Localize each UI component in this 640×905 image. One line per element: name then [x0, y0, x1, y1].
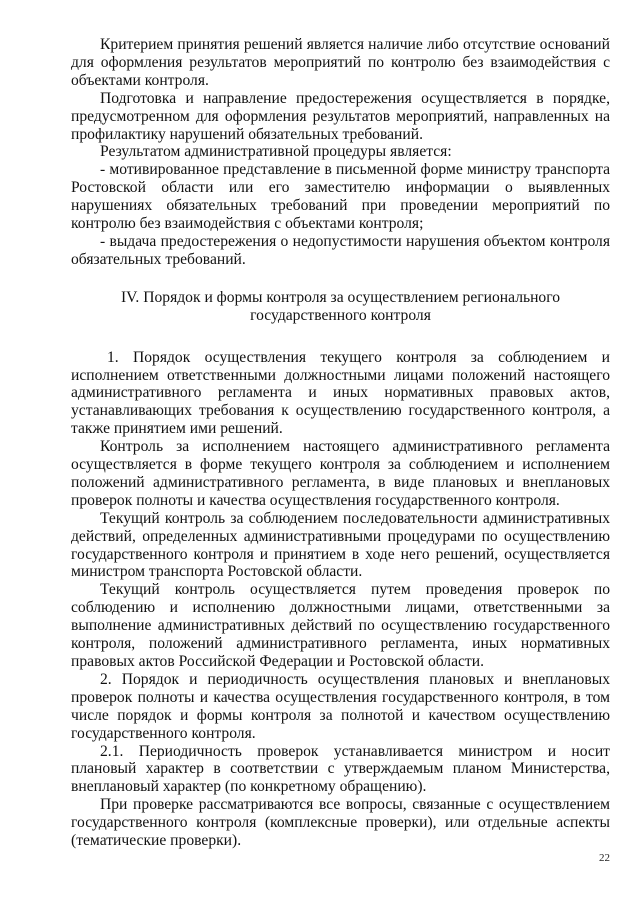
paragraph-inspection-frequency: 2.1. Периодичность проверок устанавливается министром и носит плановый характер в соответствии с утверждаемым планом Министерства, внеплановый характер (по конкретному обращению). — [71, 742, 610, 796]
paragraph-current-control-order: 1. Порядок осуществления текущего контроля за соблюдением и исполнением ответственными должностными лицами положений настоящего административного регламента и иных нормативных правовых актов, устанавливающих требования к осуществлению государственного контроля, а также принятием ими решений. — [71, 348, 610, 438]
paragraph-warning-preparation: Подготовка и направление предостережения осуществляется в порядке, предусмотренном для оформления результатов мероприятий, направленных на профилактику нарушений обязательных требований. — [71, 89, 610, 143]
paragraph-inspection-order: 2. Порядок и периодичность осуществления плановых и внеплановых проверок полноты и качества осуществления государственного контроля, в том числе порядок и формы контроля за полнотой и качеством осуществлению государственного контроля. — [71, 670, 610, 742]
paragraph-result-item-warning: - выдача предостережения о недопустимости нарушения объектом контроля обязательных требований. — [71, 232, 610, 268]
page-number: 22 — [599, 852, 610, 864]
paragraph-control-form: Контроль за исполнением настоящего административного регламента осуществляется в форме текущего контроля за соблюдением и исполнением положений административного регламента, в виде плановых и внеплановых проверок полноты и качества осуществления государственного контроля. — [71, 438, 610, 509]
paragraph-result-item-submission: - мотивированное представление в письменной форме министру транспорта Ростовской области или его заместителю информации о выявленных нарушениях обязательных требований при проведении мероприятий по контролю без взаимодействия с объектами контроля; — [71, 161, 610, 233]
document-page — [71, 36, 610, 850]
paragraph-inspection-scope: При проверке рассматриваются все вопросы, связанные с осуществлением государственного контроля (комплексные проверки), или отдельные аспекты (тематические проверки). — [71, 796, 610, 850]
section-heading: IV. Порядок и формы контроля за осуществлением регионального государственного контроля — [120, 288, 561, 324]
paragraph-procedure-result: Результатом административной процедуры является: — [100, 143, 452, 161]
paragraph-decision-criterion: Критерием принятия решений является наличие либо отсутствие оснований для оформления результатов мероприятий по контролю без взаимодействия с объектами контроля. — [71, 36, 610, 89]
paragraph-current-control-method: Текущий контроль осуществляется путем проведения проверок по соблюдению и исполнению должностными лицами, ответственными за выполнение административных действий по осуществлению государственного контроля, положений административного регламента, иных нормативных правовых актов Российской Федерации и Ростовской области. — [71, 581, 610, 670]
paragraph-current-control-sequence: Текущий контроль за соблюдением последовательности административных действий, определенных административными процедурами по осуществлению государственного контроля и принятием в ходе него решений, осуществляется министром транспорта Ростовской области. — [71, 509, 610, 581]
